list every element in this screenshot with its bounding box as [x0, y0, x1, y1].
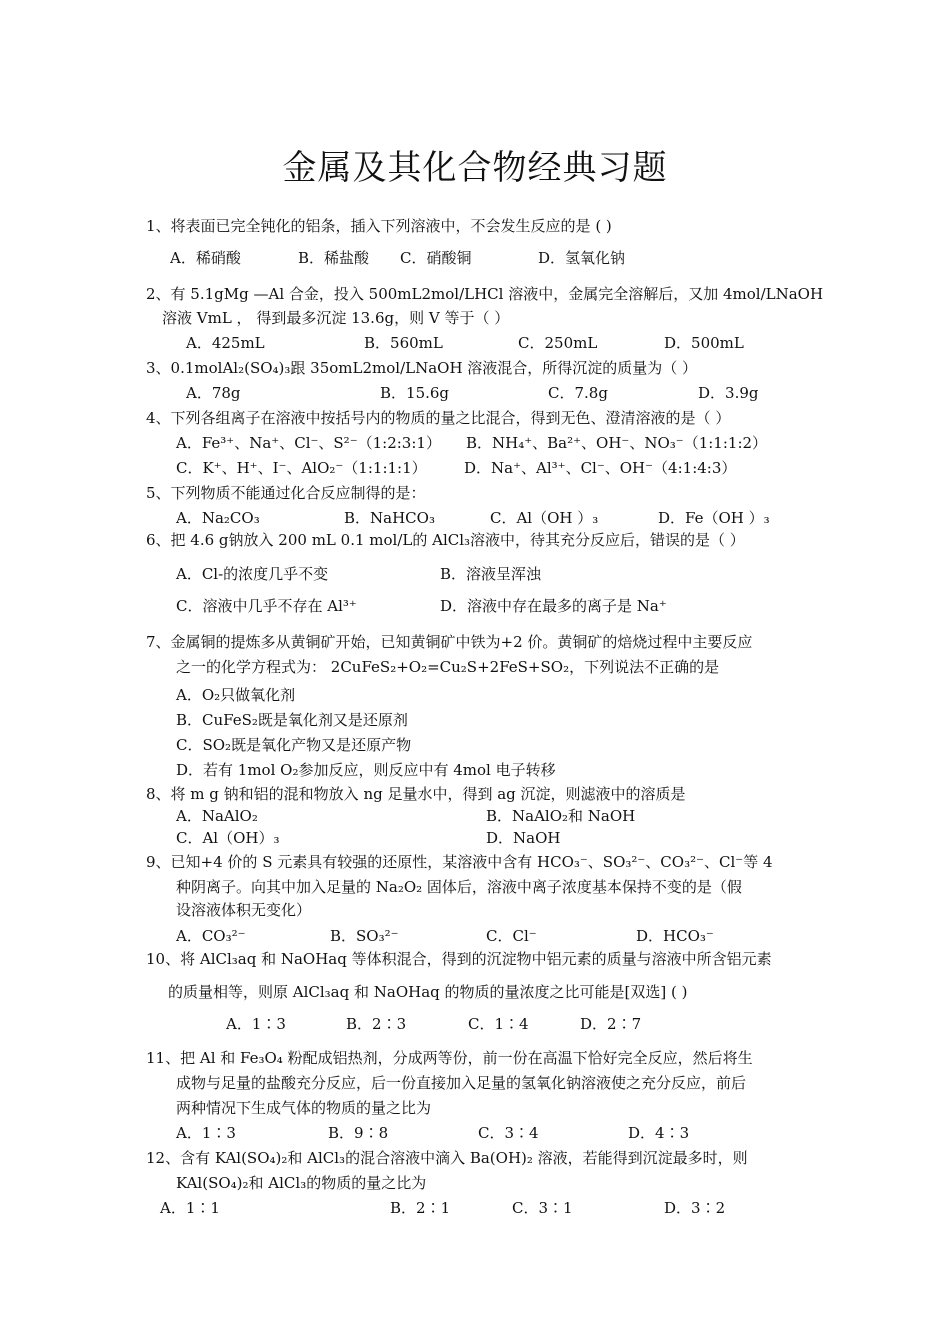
question-10-stem-line-1: 10、将 AlCl₃aq 和 NaOHaq 等体积混合，得到的沉淀物中铝元素的质量与溶液中所含铝元素 — [146, 950, 772, 968]
question-7-option-d: D．若有 1mol O₂参加反应，则反应中有 4mol 电子转移 — [176, 761, 556, 779]
question-12-option-d: D．3∶2 — [664, 1199, 726, 1217]
question-4-stem: 4、下列各组离子在溶液中按括号内的物质的量之比混合，得到无色、澄清溶液的是（ ） — [146, 409, 731, 427]
question-9-stem-line-3: 设溶液体积无变化） — [176, 901, 312, 919]
question-12-stem-line-2: KAl(SO₄)₂和 AlCl₃的物质的量之比为 — [176, 1174, 427, 1192]
question-7-option-c: C．SO₂既是氧化产物又是还原产物 — [176, 736, 412, 754]
question-1-option-c: C．硝酸铜 — [400, 249, 472, 267]
question-12-option-b: B．2∶1 — [390, 1199, 451, 1217]
question-1-stem: 1、将表面已完全钝化的铝条，插入下列溶液中，不会发生反应的是 ( ) — [146, 217, 612, 235]
question-3-option-d: D．3.9g — [698, 384, 759, 402]
question-4-option-a: A．Fe³⁺、Na⁺、Cl⁻、S²⁻（1:2:3:1） — [176, 434, 441, 452]
question-8-option-d: D．NaOH — [486, 829, 561, 847]
question-12-stem-line-1: 12、含有 KAl(SO₄)₂和 AlCl₃的混合溶液中滴入 Ba(OH)₂ 溶液，若能得到沉淀最多时，则 — [146, 1149, 748, 1167]
question-11-stem-line-1: 11、把 Al 和 Fe₃O₄ 粉配成铝热剂，分成两等份，前一份在高温下恰好完全反应，然后将生 — [146, 1049, 753, 1067]
question-11-stem-line-3: 两种情况下生成气体的物质的量之比为 — [176, 1099, 432, 1117]
question-6-option-d: D．溶液中存在最多的离子是 Na⁺ — [440, 597, 667, 615]
question-7-option-b: B．CuFeS₂既是氧化剂又是还原剂 — [176, 711, 408, 729]
question-8-option-a: A．NaAlO₂ — [176, 807, 258, 825]
question-2-option-a: A．425mL — [186, 334, 265, 352]
question-12-option-a: A．1∶1 — [160, 1199, 220, 1217]
question-7-stem-line-2: 之一的化学方程式为： 2CuFeS₂+O₂=Cu₂S+2FeS+SO₂，下列说法不正确的是 — [176, 658, 720, 676]
question-8-stem: 8、将 m g 钠和铝的混和物放入 ng 足量水中，得到 ag 沉淀，则滤液中的溶质是 — [146, 785, 686, 803]
question-7-stem-line-1: 7、金属铜的提炼多从黄铜矿开始，已知黄铜矿中铁为+2 价。黄铜矿的焙烧过程中主要反应 — [146, 633, 753, 651]
question-4-option-c: C．K⁺、H⁺、I⁻、AlO₂⁻（1:1:1:1） — [176, 459, 427, 477]
question-9-option-b: B．SO₃²⁻ — [330, 927, 399, 945]
question-5-option-c: C．Al（OH ）₃ — [490, 509, 599, 527]
question-2-option-c: C．250mL — [518, 334, 598, 352]
question-2-option-d: D．500mL — [664, 334, 744, 352]
question-12-option-c: C．3∶1 — [512, 1199, 573, 1217]
question-1-option-b: B．稀盐酸 — [298, 249, 370, 267]
question-11-option-d: D．4∶3 — [628, 1124, 690, 1142]
question-10-option-a: A．1∶3 — [226, 1015, 286, 1033]
question-1-option-d: D．氢氧化钠 — [538, 249, 626, 267]
question-10-stem-line-2: 的质量相等，则原 AlCl₃aq 和 NaOHaq 的物质的量浓度之比可能是[双选] ( ) — [168, 983, 688, 1001]
question-9-option-c: C．Cl⁻ — [486, 927, 537, 945]
question-11-stem-line-2: 成物与足量的盐酸充分反应，后一份直接加入足量的氢氧化钠溶液使之充分反应，前后 — [176, 1074, 747, 1092]
question-9-stem-line-1: 9、已知+4 价的 S 元素具有较强的还原性，某溶液中含有 HCO₃⁻、SO₃²⁻、CO₃²⁻、Cl⁻等 4 — [146, 853, 773, 871]
question-2-option-b: B．560mL — [364, 334, 443, 352]
question-5-option-b: B．NaHCO₃ — [344, 509, 435, 527]
question-5-option-a: A．Na₂CO₃ — [176, 509, 260, 527]
question-8-option-c: C．Al（OH）₃ — [176, 829, 280, 847]
question-11-option-a: A．1∶3 — [176, 1124, 236, 1142]
question-6-option-a: A．Cl-的浓度几乎不变 — [176, 565, 329, 583]
question-10-option-c: C．1∶4 — [468, 1015, 529, 1033]
question-10-option-d: D．2∶7 — [580, 1015, 642, 1033]
question-3-option-c: C．7.8g — [548, 384, 608, 402]
question-8-option-b: B．NaAlO₂和 NaOH — [486, 807, 636, 825]
question-5-stem: 5、下列物质不能通过化合反应制得的是： — [146, 484, 426, 502]
question-1-option-a: A．稀硝酸 — [170, 249, 241, 267]
question-10-option-b: B．2∶3 — [346, 1015, 407, 1033]
question-11-option-b: B．9∶8 — [328, 1124, 389, 1142]
question-6-option-b: B．溶液呈浑浊 — [440, 565, 542, 583]
question-9-option-a: A．CO₃²⁻ — [176, 927, 246, 945]
question-3-stem: 3、0.1molAl₂(SO₄)₃跟 35omL2mol/LNaOH 溶液混合，所得沉淀的质量为（ ） — [146, 359, 698, 377]
question-5-option-d: D．Fe（OH ）₃ — [658, 509, 770, 527]
question-3-option-b: B．15.6g — [380, 384, 450, 402]
question-6-option-c: C．溶液中几乎不存在 Al³⁺ — [176, 597, 357, 615]
question-4-option-b: B．NH₄⁺、Ba²⁺、OH⁻、NO₃⁻（1:1:1:2） — [466, 434, 768, 452]
question-9-option-d: D．HCO₃⁻ — [636, 927, 714, 945]
question-3-option-a: A．78g — [186, 384, 241, 402]
question-9-stem-line-2: 种阴离子。向其中加入足量的 Na₂O₂ 固体后，溶液中离子浓度基本保持不变的是（假 — [176, 878, 742, 896]
question-11-option-c: C．3∶4 — [478, 1124, 539, 1142]
question-6-stem: 6、把 4.6 g钠放入 200 mL 0.1 mol/L的 AlCl₃溶液中，待其充分反应后，错误的是（ ） — [146, 531, 745, 549]
page-title: 金属及其化合物经典习题 — [282, 148, 668, 188]
question-4-option-d: D．Na⁺、Al³⁺、Cl⁻、OH⁻（4:1:4:3） — [464, 459, 737, 477]
question-7-option-a: A．O₂只做氧化剂 — [176, 686, 296, 704]
question-2-stem-line-1: 2、有 5.1gMg —Al 合金，投入 500mL2mol/LHCl 溶液中，金属完全溶解后，又加 4mol/LNaOH — [146, 285, 824, 303]
question-2-stem-line-2: 溶液 VmL ， 得到最多沉淀 13.6g，则 V 等于（ ） — [162, 309, 510, 327]
